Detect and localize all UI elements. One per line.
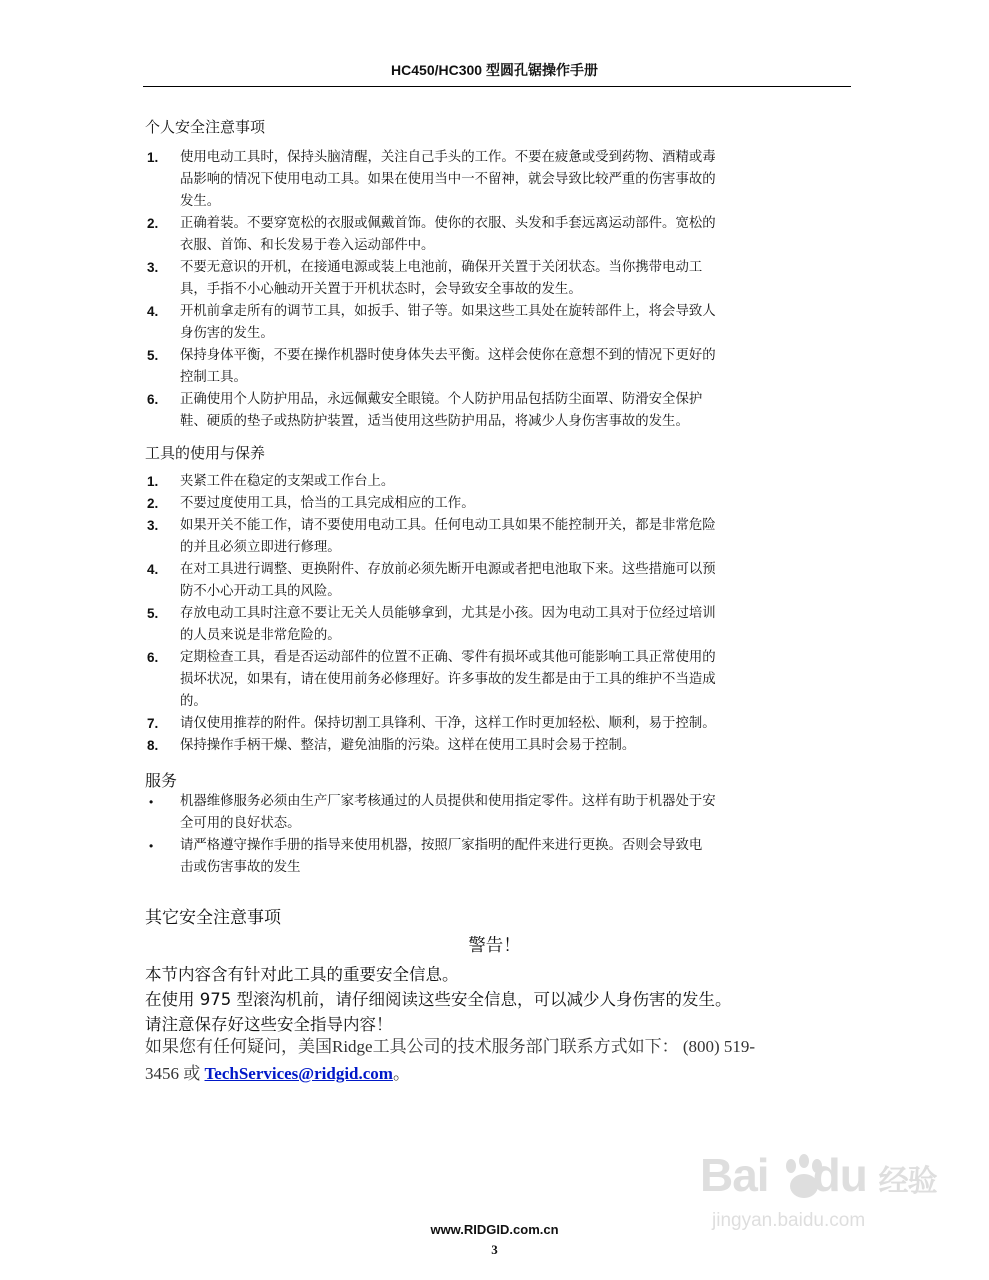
tool-use-item xyxy=(145,515,845,559)
service-list xyxy=(145,791,845,879)
list-item-text: 请严格遵守操作手册的指导来使用机器，按照厂家指明的配件来进行更换。否则会导致电 xyxy=(180,838,703,853)
list-marker: 1. xyxy=(147,150,159,165)
warning-line: 在使用 975 型滚沟机前，请仔细阅读这些安全信息，可以减少人身伤害的发生。 xyxy=(145,990,732,1009)
list-marker: 6. xyxy=(147,650,159,665)
list-item-text: 控制工具。 xyxy=(180,370,247,385)
header-title: HC450/HC300 型圆孔锯操作手册 xyxy=(391,62,598,78)
list-item-text: 正确使用个人防护用品，永远佩戴安全眼镜。个人防护用品包括防尘面罩、防滑安全保护 xyxy=(180,392,703,407)
list-marker: 5. xyxy=(147,348,159,363)
personal-safety-item xyxy=(145,345,845,389)
tool-use-item xyxy=(145,559,845,603)
tool-use-item xyxy=(145,735,845,757)
list-item-text: 身伤害的发生。 xyxy=(180,326,274,341)
list-marker: 4. xyxy=(147,562,159,577)
list-item-text: 防不小心开动工具的风险。 xyxy=(180,584,341,599)
service-item xyxy=(145,791,845,835)
tool-use-item xyxy=(145,603,845,647)
personal-safety-heading: 个人安全注意事项 xyxy=(145,118,266,136)
list-marker: 2. xyxy=(147,216,159,231)
contact-line-2 xyxy=(145,1060,855,1087)
list-item-text: 的。 xyxy=(180,694,207,709)
warning-line: 请注意保存好这些安全指导内容！ xyxy=(145,1015,393,1034)
list-item-text: 不要无意识的开机，在接通电源或装上电池前，确保开关置于关闭状态。当你携带电动工 xyxy=(180,260,703,275)
footer-url: www.RIDGID.com.cn xyxy=(430,1222,559,1237)
watermark-brand: Bai du 经验 xyxy=(700,1149,937,1201)
list-item-text: 使用电动工具时，保持头脑清醒，关注自己手头的工作。不要在疲惫或受到药物、酒精或毒 xyxy=(180,150,716,165)
tool-use-item xyxy=(145,713,845,735)
list-marker: • xyxy=(149,839,154,853)
list-marker: 3. xyxy=(147,260,159,275)
tool-use-heading: 工具的使用与保养 xyxy=(145,444,266,462)
tool-use-item xyxy=(145,647,845,713)
list-marker: 3. xyxy=(147,518,159,533)
list-item-text: 全可用的良好状态。 xyxy=(180,816,301,831)
list-item-text: 衣服、首饰、和长发易于卷入运动部件中。 xyxy=(180,238,435,253)
other-safety-heading: 其它安全注意事项 xyxy=(145,908,281,928)
list-item-text: 在对工具进行调整、更换附件、存放前必须先断开电源或者把电池取下来。这些措施可以预 xyxy=(180,562,716,577)
list-marker: 2. xyxy=(147,496,159,511)
personal-safety-item xyxy=(145,257,845,301)
paw-icon xyxy=(780,1154,828,1200)
list-item-text: 鞋、硬质的垫子或热防护装置，适当使用这些防护用品，将减少人身伤害事故的发生。 xyxy=(180,414,689,429)
list-item-text: 的人员来说是非常危险的。 xyxy=(180,628,341,643)
list-marker: 8. xyxy=(147,738,159,753)
list-item-text: 击或伤害事故的发生 xyxy=(180,860,301,875)
list-item-text: 保持操作手柄干燥、整洁，避免油脂的污染。这样在使用工具时会易于控制。 xyxy=(180,738,636,753)
watermark-url: jingyan.baidu.com xyxy=(712,1210,866,1231)
list-item-text: 不要过度使用工具，恰当的工具完成相应的工作。 xyxy=(180,496,475,511)
list-item-text: 的并且必须立即进行修理。 xyxy=(180,540,341,555)
list-item-text: 存放电动工具时注意不要让无关人员能够拿到，尤其是小孩。因为电动工具对于位经过培训 xyxy=(180,606,716,621)
page-number: 3 xyxy=(491,1242,498,1257)
tool-use-item xyxy=(145,471,845,493)
service-item xyxy=(145,835,845,879)
list-marker: 4. xyxy=(147,304,159,319)
support-email-link[interactable]: TechServices@ridgid.com xyxy=(204,1064,393,1083)
service-heading: 服务 xyxy=(145,771,178,790)
list-item-text: 正确着装。不要穿宽松的衣服或佩戴首饰。使你的衣服、头发和手套远离运动部件。宽松的 xyxy=(180,216,716,231)
list-item-text: 如果开关不能工作，请不要使用电动工具。任何电动工具如果不能控制开关，都是非常危险 xyxy=(180,518,716,533)
tool-use-item xyxy=(145,493,845,515)
list-item-text: 请仅使用推荐的附件。保持切割工具锋利、干净，这样工作时更加轻松、顺利，易于控制。 xyxy=(180,716,716,731)
list-marker: 7. xyxy=(147,716,159,731)
warning-title: 警告！ xyxy=(468,936,521,956)
list-item-text: 品影响的情况下使用电动工具。如果在使用当中一不留神，就会导致比较严重的伤害事故的 xyxy=(180,172,716,187)
personal-safety-item xyxy=(145,213,845,257)
list-item-text: 机器维修服务必须由生产厂家考核通过的人员提供和使用指定零件。这样有助于机器处于安 xyxy=(180,794,716,809)
list-item-text: 定期检查工具，看是否运动部件的位置不正确、零件有损坏或其他可能影响工具正常使用的 xyxy=(180,650,716,665)
list-marker: • xyxy=(149,795,154,809)
personal-safety-item xyxy=(145,147,845,213)
contact-line-1: 如果您有任何疑问，美国Ridge工具公司的技术服务部门联系方式如下： (800) 519- xyxy=(145,1037,756,1056)
header-rule xyxy=(143,86,851,87)
list-marker: 1. xyxy=(147,474,159,489)
list-item-text: 夹紧工件在稳定的支架或工作台上。 xyxy=(180,474,395,489)
personal-safety-item xyxy=(145,389,845,433)
tool-use-list xyxy=(145,471,845,757)
personal-safety-list xyxy=(145,147,845,433)
list-item-text: 发生。 xyxy=(180,194,221,209)
list-marker: 6. xyxy=(147,392,159,407)
contact-suffix: 。 xyxy=(392,1064,410,1083)
list-marker: 5. xyxy=(147,606,159,621)
list-item-text: 具，手指不小心触动开关置于开机状态时，会导致安全事故的发生。 xyxy=(180,282,582,297)
list-item-text: 开机前拿走所有的调节工具，如扳手、钳子等。如果这些工具处在旋转部件上，将会导致人 xyxy=(180,304,716,319)
list-item-text: 损坏状况，如果有，请在使用前务必修理好。许多事故的发生都是由于工具的维护不当造成 xyxy=(180,672,716,687)
warning-line: 本节内容含有针对此工具的重要安全信息。 xyxy=(145,965,459,984)
personal-safety-item xyxy=(145,301,845,345)
contact-info xyxy=(145,1033,855,1087)
list-item-text: 保持身体平衡，不要在操作机器时使身体失去平衡。这样会使你在意想不到的情况下更好的 xyxy=(180,348,716,363)
contact-prefix: 3456 或 xyxy=(145,1064,205,1083)
